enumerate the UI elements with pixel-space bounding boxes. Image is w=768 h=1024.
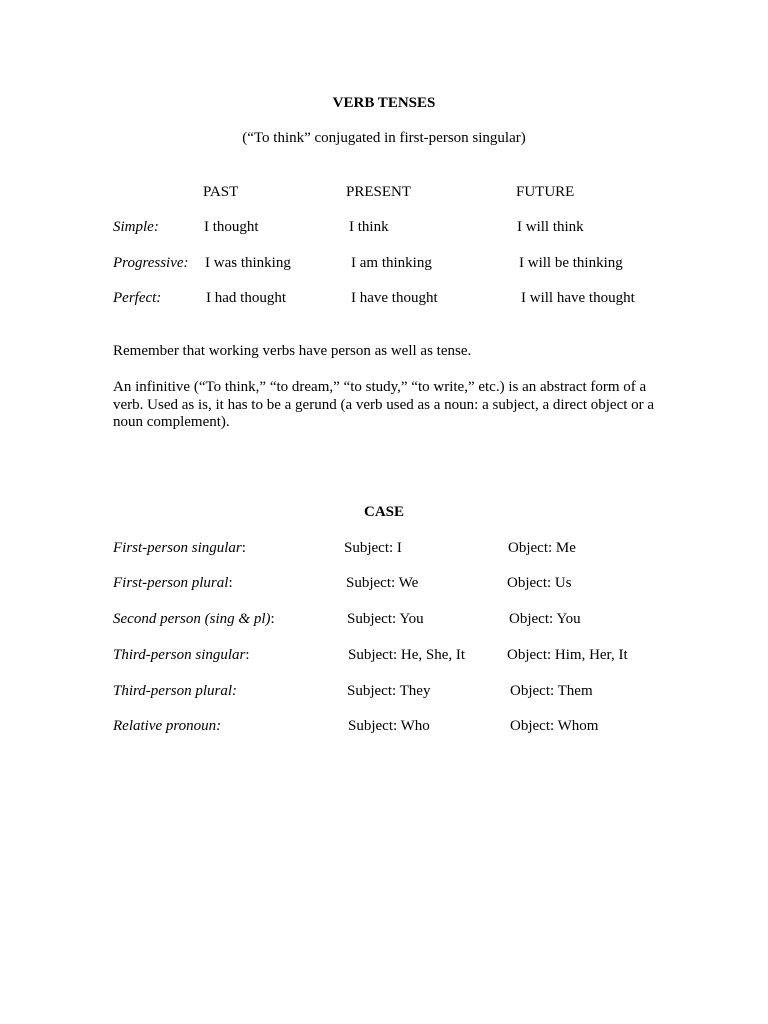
case-label-colon: :: [245, 647, 250, 663]
cell-simple-future: I will think: [517, 219, 584, 235]
cell-simple-present: I think: [349, 219, 389, 235]
case-title: CASE: [363, 504, 404, 520]
case-row-label: [113, 574, 233, 592]
cell-progressive-future: I will be thinking: [519, 255, 623, 271]
case-label-second-person: Second person (sing & pl): [113, 611, 271, 627]
paragraph-infinitive: An infinitive (“To think,” “to dream,” “to study,” “to write,” etc.) is an abstract form of a verb. Used as is, it has to be a gerund (a verb used as a noun: a subject, a direct object or a noun complement).: [113, 379, 655, 430]
cell-perfect-future: I will have thought: [521, 290, 635, 306]
row-label-perfect: Perfect:: [113, 290, 162, 306]
case-subject-first-plural: Subject: We: [346, 575, 419, 591]
header-past: PAST: [203, 184, 239, 200]
cell-simple-past: I thought: [204, 219, 259, 235]
case-object-relative-pronoun: Object: Whom: [510, 718, 599, 734]
case-object-third-plural: Object: Them: [510, 683, 593, 699]
case-label-relative-pronoun: Relative pronoun:: [113, 718, 222, 734]
case-row-label: [113, 646, 250, 664]
header-present: PRESENT: [346, 184, 412, 200]
paragraph-person-tense: Remember that working verbs have person as well as tense.: [113, 343, 472, 359]
case-subject-relative-pronoun: Subject: Who: [348, 718, 430, 734]
case-label-colon: :: [241, 540, 246, 556]
cell-perfect-past: I had thought: [206, 290, 286, 306]
case-label-third-singular: Third-person singular: [113, 647, 246, 663]
case-subject-third-singular: Subject: He, She, It: [348, 647, 466, 663]
case-object-first-singular: Object: Me: [508, 540, 576, 556]
case-subject-second-person: Subject: You: [347, 611, 424, 627]
header-future: FUTURE: [516, 184, 575, 200]
case-object-third-singular: Object: Him, Her, It: [507, 647, 628, 663]
case-object-first-plural: Object: Us: [507, 575, 572, 591]
case-row-label: [113, 717, 221, 735]
case-row-label: [113, 610, 275, 628]
case-object-second-person: Object: You: [509, 611, 581, 627]
case-subject-first-singular: Subject: I: [344, 540, 402, 556]
row-label-progressive: Progressive:: [113, 255, 189, 271]
case-label-third-plural: Third-person plural:: [113, 683, 238, 699]
row-label-simple: Simple:: [113, 219, 159, 235]
case-label-colon: :: [228, 575, 233, 591]
case-row-label: [113, 539, 246, 557]
case-row-label: [113, 682, 237, 700]
case-label-first-plural: First-person plural: [113, 575, 229, 591]
verb-tenses-subtitle: (“To think” conjugated in first-person singular): [242, 130, 526, 146]
case-label-colon: :: [270, 611, 275, 627]
case-label-first-singular: First-person singular: [113, 540, 242, 556]
verb-tenses-title: VERB TENSES: [332, 95, 436, 111]
cell-progressive-present: I am thinking: [351, 255, 432, 271]
cell-progressive-past: I was thinking: [205, 255, 291, 271]
case-subject-third-plural: Subject: They: [347, 683, 431, 699]
cell-perfect-present: I have thought: [351, 290, 438, 306]
